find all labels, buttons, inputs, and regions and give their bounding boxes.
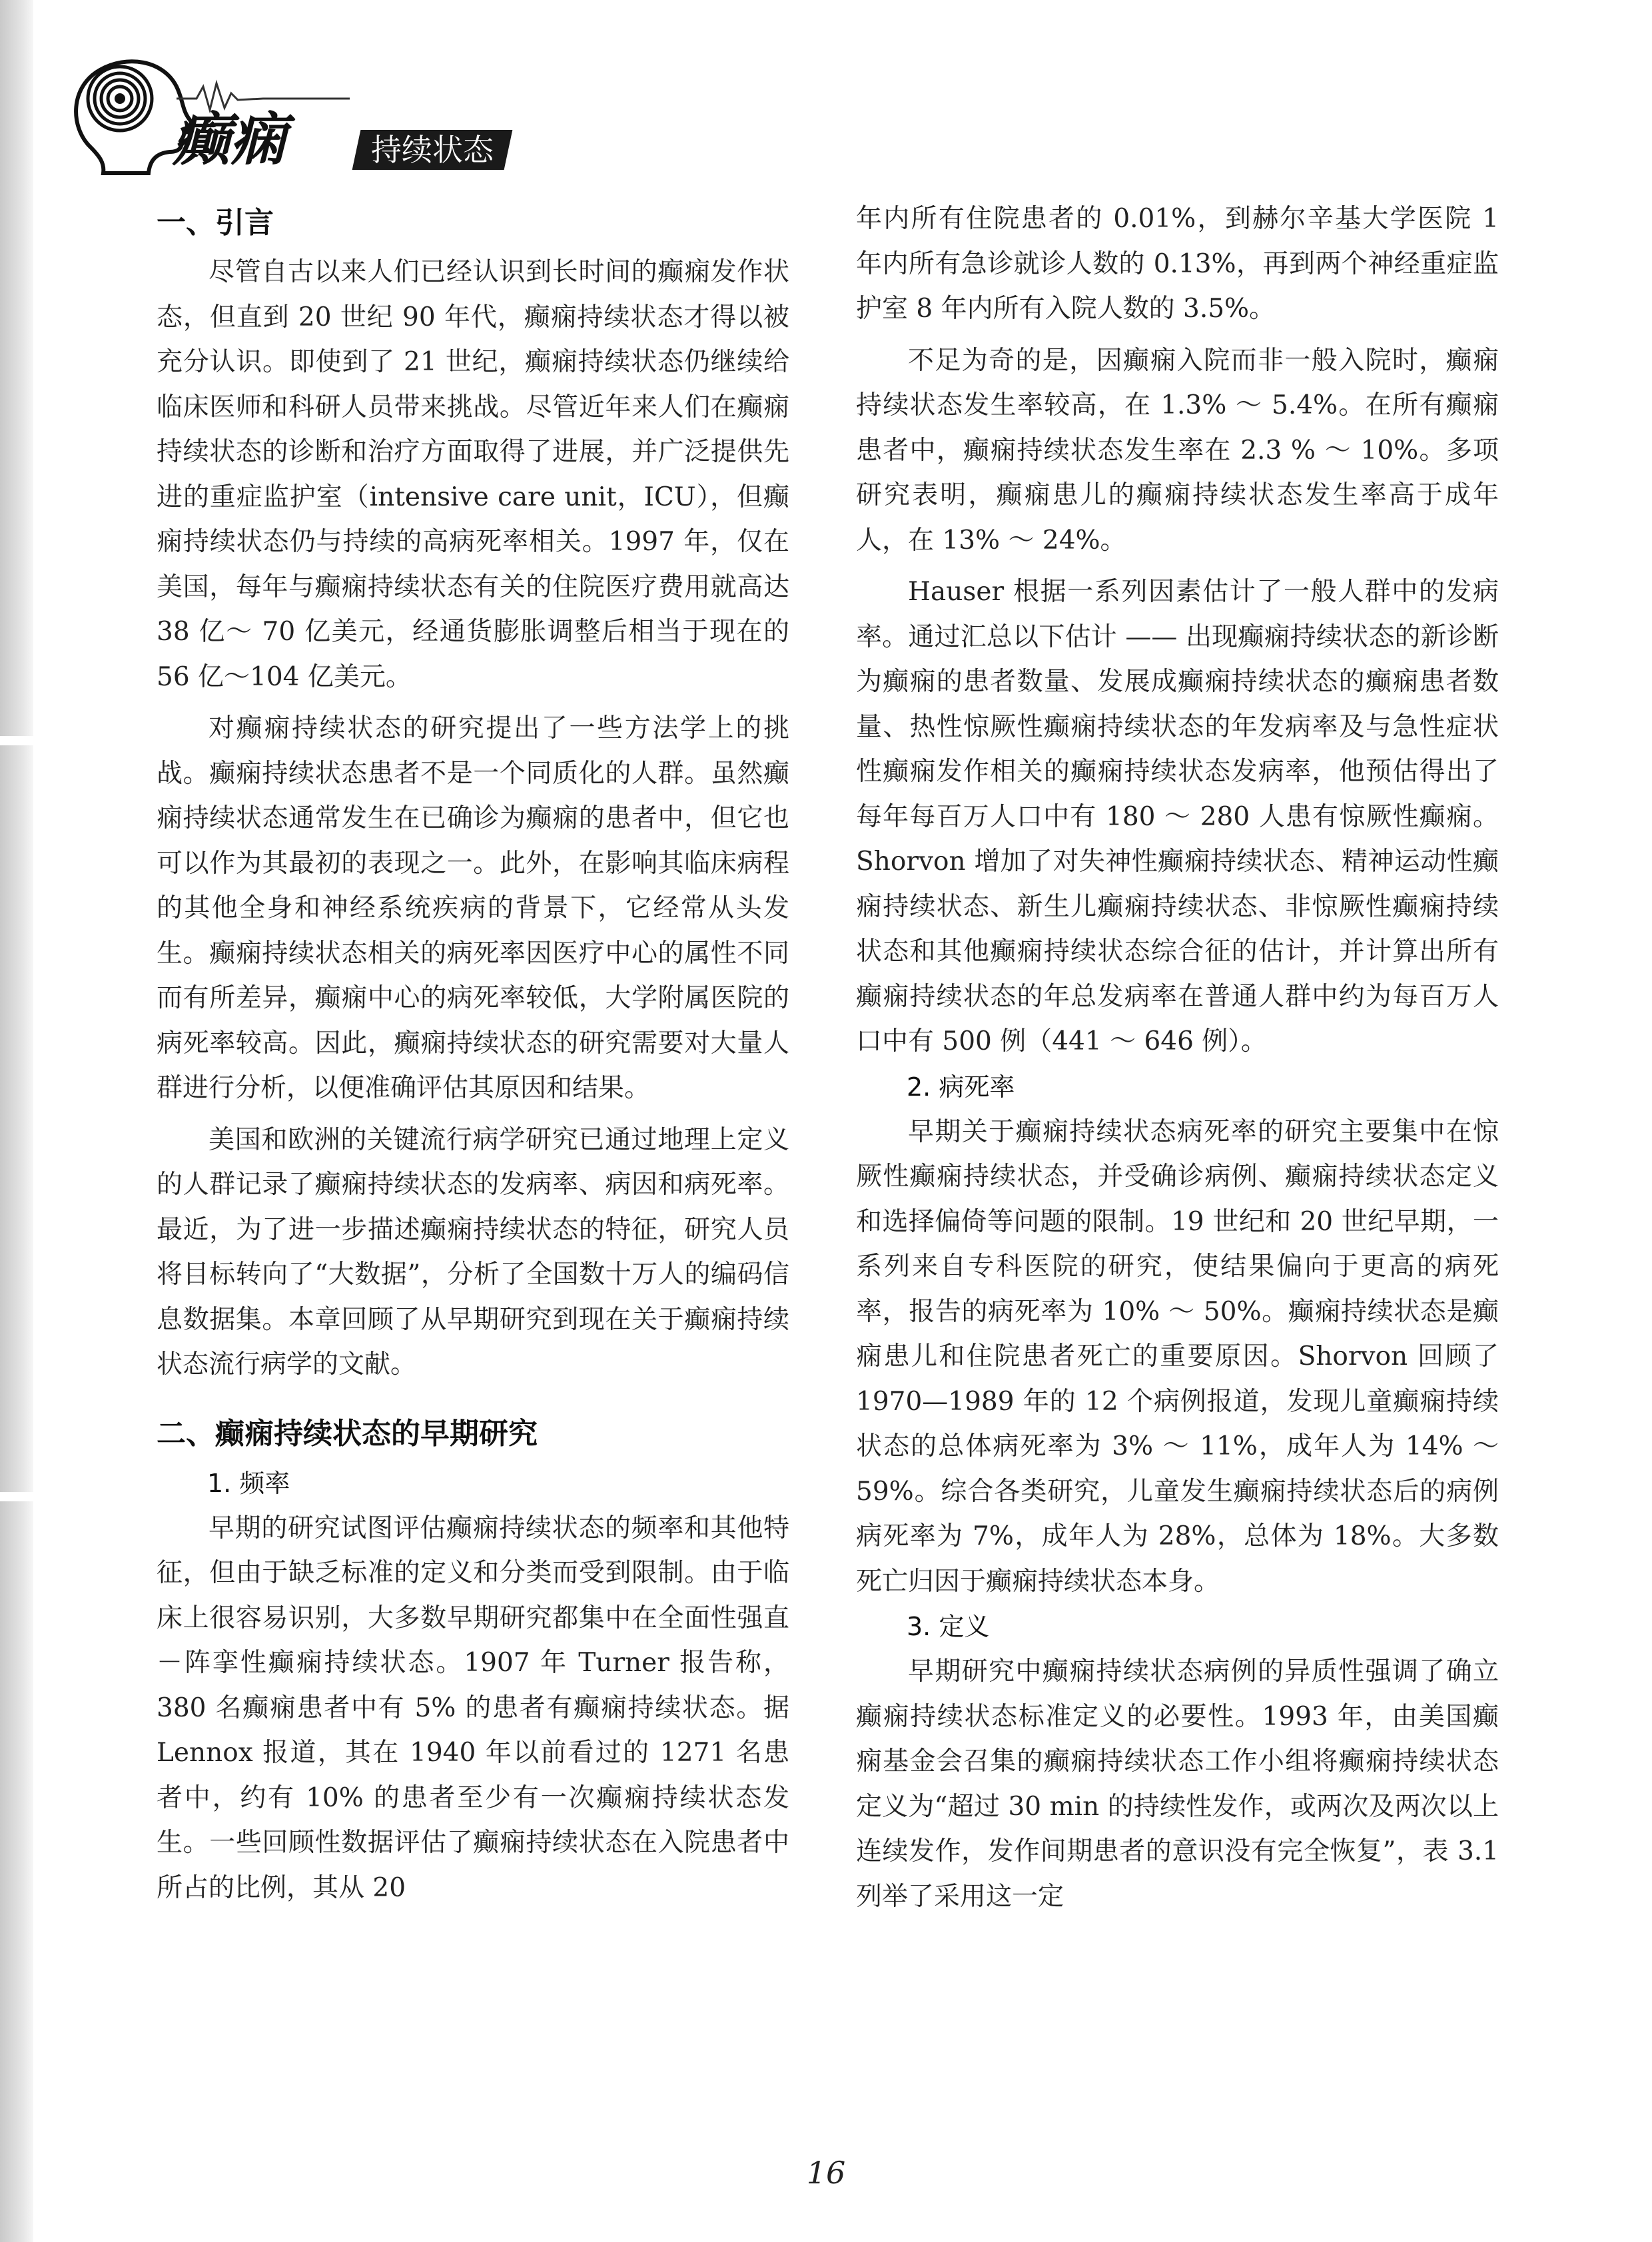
chapter-subtitle: 持续状态: [371, 132, 494, 168]
left-column: [157, 196, 789, 1910]
body-paragraph: Hauser 根据一系列因素估计了一般人群中的发病率。通过汇总以下估计 —— 出现癫痫持续状态的新诊断为癫痫的患者数量、发展成癫痫持续状态的癫痫患者数量、热性惊厥性癫痫持续状态的年发病率及与急性症状性癫痫发作相关的癫痫持续状态发病率，他预估得出了每年每百万人口中有 180 ～ 280 人患有惊厥性癫痫。Shorvon 增加了对失神性癫痫持续状态、精神运动性癫痫持续状态、新生儿癫痫持续状态、非惊厥性癫痫持续状态和其他癫痫持续状态综合征的估计，并计算出所有癫痫持续状态的年总发病率在普通人群中约为每百万人口中有 500 例（441 ～ 646 例）。: [856, 577, 1499, 1056]
gutter-tab: [0, 1492, 33, 1501]
page-number: 16: [806, 2155, 846, 2191]
chapter-title: 癫痫: [173, 107, 285, 173]
right-column: [856, 196, 1499, 1919]
subsection-heading-definition: 3. 定义: [907, 1612, 990, 1641]
intro-paragraph: 尽管自古以来人们已经认识到长时间的癫痫发作状态，但直到 20 世纪 90 年代，癫痫持续状态才得以被充分认识。即使到了 21 世纪，癫痫持续状态仍继续给临床医师和科研人员带来挑战。尽管近年来人们在癫痫持续状态的诊断和治疗方面取得了进展，并广泛提供先进的重症监护室（intensive care unit，ICU），但癫痫持续状态仍与持续的高病死率相关。1997 年，仅在美国，每年与癫痫持续状态有关的住院医疗费用就高达 38 亿～ 70 亿美元，经通货膨胀调整后相当于现在的 56 亿～104 亿美元。: [157, 257, 789, 692]
section-heading-intro: 一、引言: [157, 206, 274, 240]
chapter-subtitle-box: [352, 130, 513, 170]
mortality-paragraph: 早期关于癫痫持续状态病死率的研究主要集中在惊厥性癫痫持续状态，并受确诊病例、癫痫持续状态定义和选择偏倚等问题的限制。19 世纪和 20 世纪早期，一系列来自专科医院的研究，使结果偏向于更高的病死率，报告的病死率为 10% ～ 50%。癫痫持续状态是癫痫患儿和住院患者死亡的重要原因。Shorvon 回顾了 1970—1989 年的 12 个病例报道，发现儿童癫痫持续状态的总体病死率为 3% ～ 11%，成年人为 14% ～ 59%。综合各类研究，儿童发生癫痫持续状态后的病例病死率为 7%，成年人为 28%，总体为 18%。大多数死亡归因于癫痫持续状态本身。: [856, 1116, 1499, 1597]
chapter-header: [63, 47, 543, 180]
page-gutter: [0, 0, 33, 2242]
frequency-paragraph: 早期的研究试图评估癫痫持续状态的频率和其他特征，但由于缺乏标准的定义和分类而受到限制。由于临床上很容易识别，大多数早期研究都集中在全面性强直－阵挛性癫痫持续状态。1907 年 Turner 报告称，380 名癫痫患者中有 5% 的患者有癫痫持续状态。据 Lennox 报道，其在 1940 年以前看过的 1271 名患者中，约有 10% 的患者至少有一次癫痫持续状态发生。一些回顾性数据评估了癫痫持续状态在入院患者中所占的比例，其从 20: [157, 1513, 789, 1903]
continued-paragraph: 年内所有住院患者的 0.01%，到赫尔辛基大学医院 1 年内所有急诊就诊人数的 0.13%，再到两个神经重症监护室 8 年内所有入院人数的 3.5%。: [856, 204, 1499, 324]
intro-paragraph: 对癫痫持续状态的研究提出了一些方法学上的挑战。癫痫持续状态患者不是一个同质化的人群。虽然癫痫持续状态通常发生在已确诊为癫痫的患者中，但它也可以作为其最初的表现之一。此外，在影响其临床病程的其他全身和神经系统疾病的背景下，它经常从头发生。癫痫持续状态相关的病死率因医疗中心的属性不同而有所差异，癫痫中心的病死率较低，大学附属医院的病死率较高。因此，癫痫持续状态的研究需要对大量人群进行分析，以便准确评估其原因和结果。: [157, 713, 789, 1103]
gutter-tab: [0, 736, 33, 745]
definition-paragraph: 早期研究中癫痫持续状态病例的异质性强调了确立癫痫持续状态标准定义的必要性。1993 年，由美国癫痫基金会召集的癫痫持续状态工作小组将癫痫持续状态定义为“超过 30 min 的持续性发作，或两次及两次以上连续发作，发作间期患者的意识没有完全恢复”，表 3.1 列举了采用这一定: [856, 1657, 1499, 1912]
spacer: [157, 1387, 789, 1407]
subsection-heading-frequency: 1. 频率: [207, 1468, 290, 1498]
subsection-heading-mortality: 2. 病死率: [907, 1072, 1015, 1102]
intro-paragraph: 美国和欧洲的关键流行病学研究已通过地理上定义的人群记录了癫痫持续状态的发病率、病因和病死率。最近，为了进一步描述癫痫持续状态的特征，研究人员将目标转向了“大数据”，分析了全国数十万人的编码信息数据集。本章回顾了从早期研究到现在关于癫痫持续状态流行病学的文献。: [157, 1124, 789, 1379]
section-heading-early-studies: 二、癫痫持续状态的早期研究: [157, 1416, 538, 1451]
body-paragraph: 不足为奇的是，因癫痫入院而非一般入院时，癫痫持续状态发生率较高，在 1.3% ～ 5.4%。在所有癫痫患者中，癫痫持续状态发生率在 2.3 % ～ 10%。多项研究表明，癫痫患儿的癫痫持续状态发生率高于成年人，在 13% ～ 24%。: [856, 345, 1499, 556]
